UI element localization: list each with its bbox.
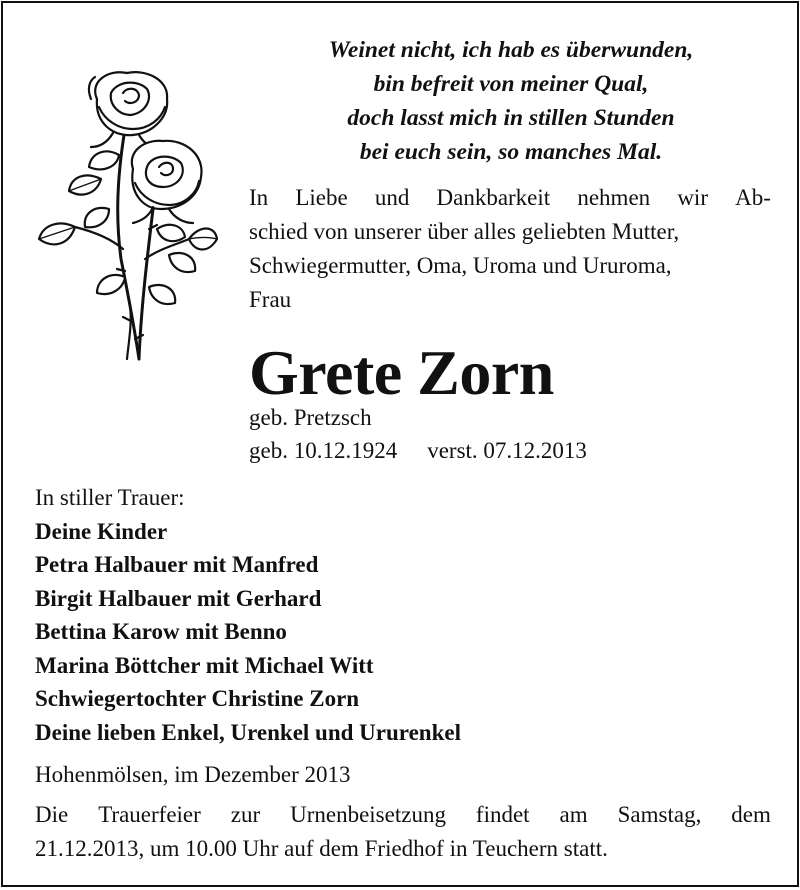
mourners-heading: In stiller Trauer: bbox=[35, 485, 185, 510]
intro-word: In bbox=[249, 185, 269, 210]
birth-name: geb. Pretzsch bbox=[249, 405, 372, 430]
intro-word: und bbox=[374, 185, 410, 210]
intro-word: Ab- bbox=[735, 185, 771, 210]
intro-word: nehmen bbox=[577, 185, 651, 210]
death-date: verst. 07.12.2013 bbox=[427, 438, 587, 463]
poem-line: bei euch sein, so manches Mal. bbox=[359, 139, 663, 165]
mourner-entry: Bettina Karow mit Benno bbox=[35, 619, 287, 644]
service-word: findet bbox=[475, 802, 530, 827]
service-word: zur bbox=[230, 802, 261, 827]
deceased-name: Grete Zorn bbox=[249, 337, 554, 408]
mourner-entry: Petra Halbauer mit Manfred bbox=[35, 552, 319, 577]
intro-word: wir bbox=[677, 185, 708, 210]
service-word: Trauerfeier bbox=[98, 802, 201, 827]
intro-line: Schwiegermutter, Oma, Uroma und Ururoma, bbox=[249, 253, 672, 278]
service-word: dem bbox=[731, 802, 771, 827]
life-dates bbox=[249, 434, 587, 468]
service-word: Samstag, bbox=[617, 802, 702, 827]
funeral-service-info bbox=[35, 798, 771, 866]
mourner-entry: Marina Böttcher mit Michael Witt bbox=[35, 652, 374, 678]
intro-text bbox=[249, 181, 771, 317]
mourner-entry: Deine Kinder bbox=[35, 518, 168, 544]
intro-line: schied von unserer über alles geliebten Mutter, bbox=[249, 219, 680, 244]
mourner-entry: Schwiegertochter Christine Zorn bbox=[35, 686, 360, 711]
poem-line: doch lasst mich in stillen Stunden bbox=[347, 105, 675, 131]
mourner-entry: Birgit Halbauer mit Gerhard bbox=[35, 585, 322, 611]
mourners-list bbox=[35, 481, 461, 749]
service-word: Die bbox=[35, 802, 69, 827]
poem bbox=[251, 33, 771, 169]
obituary-notice bbox=[1, 1, 799, 887]
service-line: 21.12.2013, um 10.00 Uhr auf dem Friedhof in Teuchern statt. bbox=[35, 836, 608, 861]
place-and-date: Hohenmölsen, im Dezember 2013 bbox=[35, 762, 351, 787]
intro-word: Dankbarkeit bbox=[436, 185, 551, 210]
poem-line: Weinet nicht, ich hab es überwunden, bbox=[328, 37, 694, 63]
mourner-entry: Deine lieben Enkel, Urenkel und Ururenkel bbox=[35, 719, 461, 745]
poem-line: bin befreit von meiner Qual, bbox=[373, 71, 649, 97]
rose-illustration bbox=[29, 59, 219, 379]
service-word: Urnenbeisetzung bbox=[290, 802, 446, 827]
intro-line: Frau bbox=[249, 287, 292, 312]
intro-word: Liebe bbox=[295, 185, 348, 210]
service-word: am bbox=[559, 802, 588, 827]
birth-date: geb. 10.12.1924 bbox=[249, 438, 398, 463]
intro-line bbox=[249, 181, 771, 215]
service-line bbox=[35, 798, 771, 832]
